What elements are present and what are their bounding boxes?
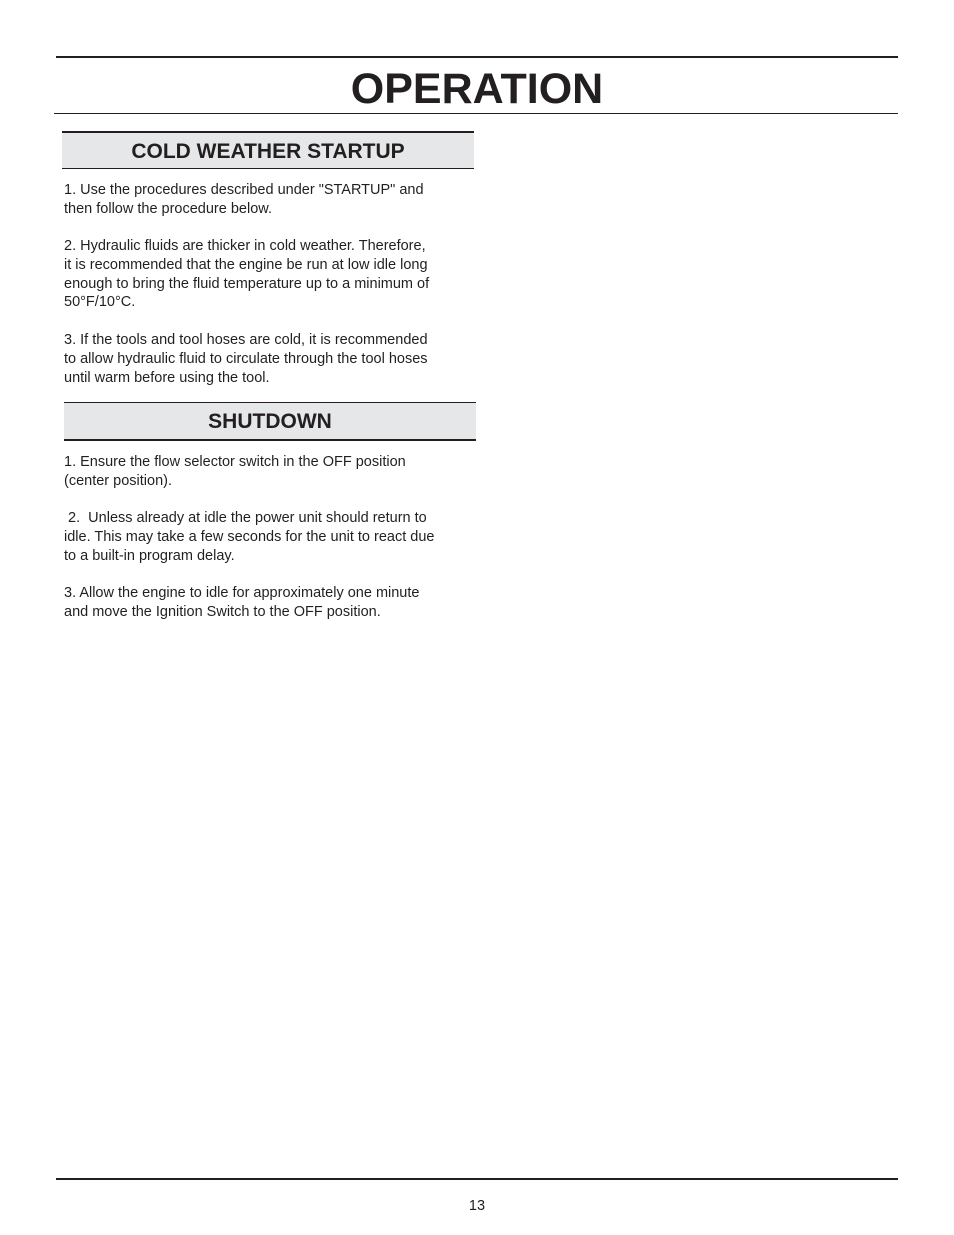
top-rule (56, 56, 898, 58)
cold-weather-step-2: 2. Hydraulic fluids are thicker in cold weather. Therefore, it is recommended that the engine be run at low idle long enough to bring the fluid temperature up to a minimum of 50°F/10°C. (64, 238, 430, 311)
cold-weather-step-3: 3. If the tools and tool hoses are cold, it is recommended to allow hydraulic fluid to circulate through the tool hoses until warm before using the tool. (64, 332, 428, 386)
bottom-rule (56, 1178, 898, 1180)
shutdown-step-1: 1. Ensure the flow selector switch in the OFF position (center position). (64, 454, 406, 489)
shutdown-step-2: 2. Unless already at idle the power unit should return to idle. This may take a few seconds for the unit to react due to a built-in program delay. (64, 510, 435, 564)
page-title: OPERATION (350, 65, 604, 113)
shutdown-heading: SHUTDOWN (64, 402, 476, 441)
page-number: 13 (468, 1198, 486, 1214)
shutdown-step-3: 3. Allow the engine to idle for approximately one minute and move the Ignition Switch to the OFF position. (64, 585, 420, 620)
cold-weather-startup-heading: COLD WEATHER STARTUP (62, 131, 474, 169)
title-underline (54, 113, 898, 114)
cold-weather-step-1: 1. Use the procedures described under "STARTUP" and then follow the procedure below. (64, 182, 424, 217)
